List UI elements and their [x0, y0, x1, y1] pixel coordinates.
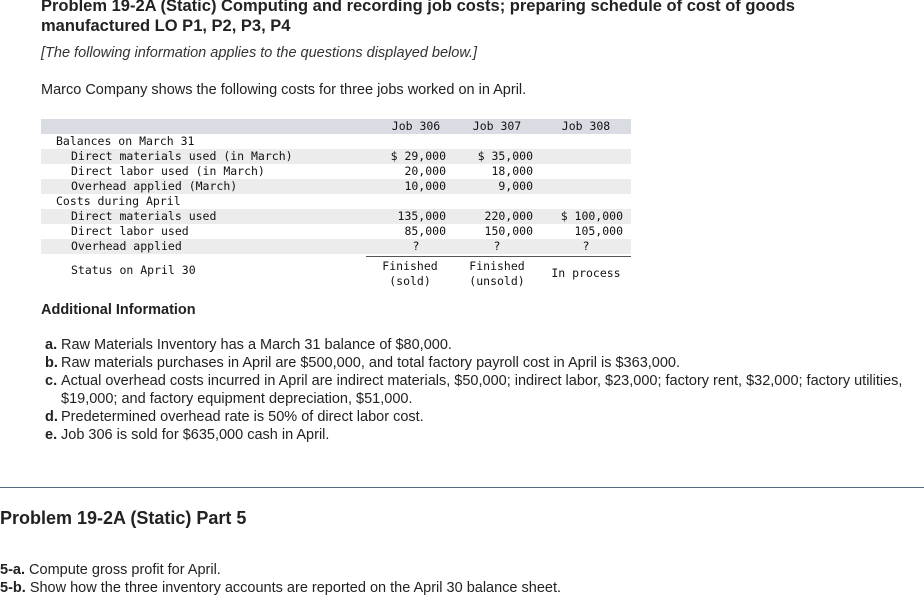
header-job-307: Job 307 [472, 119, 522, 133]
requirements [0, 561, 561, 597]
list-item [45, 354, 905, 372]
additional-list [45, 336, 905, 444]
item-text: Job 306 is sold for $635,000 cash in April. [61, 427, 330, 443]
req-text: Compute gross profit for April. [29, 562, 221, 578]
status-job-308 [541, 266, 631, 281]
table-row [41, 224, 631, 239]
list-item [45, 408, 905, 426]
req-label: 5-b. [0, 580, 26, 596]
header-job-306: Job 306 [391, 119, 441, 133]
item-letter: d. [45, 409, 58, 425]
status-label: Status on April 30 [71, 263, 196, 277]
table-header-row [41, 119, 631, 134]
item-letter: e. [45, 427, 58, 443]
status-line: In process [551, 266, 621, 280]
req-label: 5-a. [0, 562, 25, 578]
cell-value: 150,000 [484, 224, 533, 238]
status-job-306 [366, 259, 454, 289]
additional-heading: Additional Information [41, 302, 196, 318]
row-label: Direct labor used (in March) [71, 164, 265, 178]
list-item [45, 426, 905, 444]
status-line: (unsold) [469, 274, 525, 288]
cell-value: $ 35,000 [477, 149, 533, 163]
table-row [41, 194, 631, 209]
status-line: Finished [382, 259, 438, 273]
cell-value: ? [582, 239, 590, 253]
status-line: Finished [469, 259, 525, 273]
cell-value: 9,000 [498, 179, 533, 193]
req-text: Show how the three inventory accounts are reported on the April 30 balance sheet. [29, 580, 562, 596]
status-row [366, 256, 631, 291]
row-label: Direct materials used [71, 209, 217, 223]
item-letter: a. [45, 337, 58, 353]
cell-value: 10,000 [404, 179, 446, 193]
header-job-308: Job 308 [561, 119, 611, 133]
part-title: Problem 19-2A (Static) Part 5 [0, 508, 247, 528]
section-divider [0, 487, 924, 488]
table-row [41, 134, 631, 149]
cell-value: 85,000 [404, 224, 446, 238]
row-label: Direct materials used (in March) [71, 149, 293, 163]
section-label: Costs during April [56, 194, 181, 208]
table-row [41, 209, 631, 224]
cell-value: ? [412, 239, 420, 253]
item-text: Predetermined overhead rate is 50% of direct labor cost. [61, 409, 424, 425]
section-label: Balances on March 31 [56, 134, 195, 148]
table-row [41, 164, 631, 179]
cell-value: 20,000 [404, 164, 446, 178]
cell-value: $ 100,000 [560, 209, 623, 223]
cell-value: $ 29,000 [390, 149, 446, 163]
status-job-307 [453, 259, 541, 289]
cell-value: ? [493, 239, 501, 253]
intro-text: Marco Company shows the following costs for three jobs worked on in April. [41, 82, 527, 98]
row-label: Overhead applied (March) [71, 179, 238, 193]
item-text: Raw materials purchases in April are $500,000, and total factory payroll cost in April is $363,000. [61, 355, 681, 371]
requirement-5a [0, 561, 561, 579]
table-row [41, 179, 631, 194]
item-text: Raw Materials Inventory has a March 31 balance of $80,000. [61, 337, 452, 353]
cell-value: 135,000 [397, 209, 446, 223]
row-label: Direct labor used [71, 224, 189, 238]
problem-title: Problem 19-2A (Static) Computing and recording job costs; preparing schedule of cost of goods manufactured LO P1, P2, P3, P4 [41, 0, 795, 35]
item-letter: b. [45, 355, 58, 371]
item-text: Actual overhead costs incurred in April are indirect materials, $50,000; indirect labor, $23,000; factory rent, $32,000; factory utilities, $19,000; and factory equipment depreciation, $51,000. [61, 373, 903, 407]
list-item [45, 372, 905, 408]
table-row [41, 149, 631, 164]
list-item [45, 336, 905, 354]
info-note: [The following information applies to the questions displayed below.] [41, 45, 478, 61]
requirement-5b [0, 579, 561, 597]
table-row [41, 239, 631, 254]
cell-value: 18,000 [491, 164, 533, 178]
cell-value: 220,000 [484, 209, 533, 223]
item-letter: c. [45, 373, 58, 389]
job-cost-table [41, 119, 631, 291]
status-line: (sold) [389, 274, 431, 288]
row-label: Overhead applied [71, 239, 182, 253]
cell-value: 105,000 [574, 224, 623, 238]
